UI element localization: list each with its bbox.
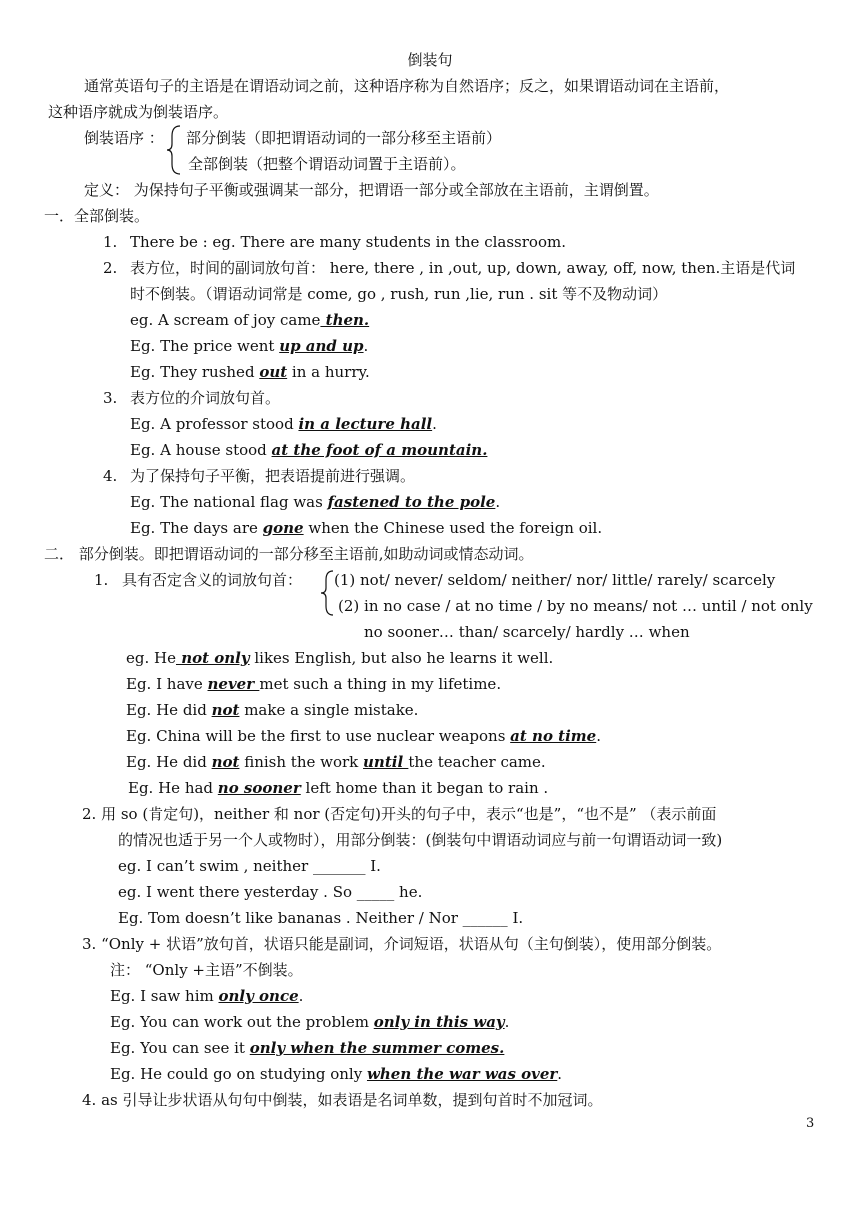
example-text: Eg. He could go on studying only — [110, 1065, 367, 1083]
option-1: (1) not/ never/ seldom/ neither/ nor/ little/ rarely/ scarcely — [334, 571, 776, 589]
definition: 定义： 为保持句子平衡或强调某一部分，把谓语一部分或全部放在主语前，主谓倒置。 — [84, 181, 659, 199]
emphasis: at the foot of a mountain. — [271, 441, 488, 459]
emphasis: out — [259, 363, 288, 381]
emphasis: not — [211, 701, 240, 719]
item-text-cont: 时不倒装。（谓语动词常是 come, go , rush, run ,lie, run . sit 等不及物动词） — [130, 285, 668, 303]
emphasis: up and up — [279, 337, 364, 355]
emphasis: at no time — [510, 727, 597, 745]
item-text: 表方位的介词放句首。 — [130, 389, 281, 407]
example-sentence — [126, 674, 501, 694]
example-text: Eg. He had — [128, 779, 218, 797]
example-sentence — [128, 778, 548, 798]
item-text: 3. “Only + 状语”放句首，状语只能是副词，介词短语，状语从句（主句倒装），使用部分倒装。 — [82, 935, 722, 953]
example-sentence — [130, 362, 370, 382]
order-label: 倒装语序 ： — [84, 129, 164, 147]
example-sentence — [130, 336, 368, 356]
example-text: left home than it began to rain . — [300, 779, 549, 797]
example-text: likes English, but also he learns it well. — [249, 649, 554, 667]
item-text: 表方位，时间的副词放句首： here, there , in ,out, up, down, away, off, now, then.主语是代词 — [130, 259, 796, 277]
example-sentence: eg. I went there yesterday . So _____ he. — [118, 883, 423, 901]
emphasis: never — [207, 675, 260, 693]
example-text: Eg. He did — [126, 753, 212, 771]
emphasis: then. — [320, 311, 370, 329]
example-text: when the Chinese used the foreign oil. — [303, 519, 603, 537]
note: 注： “Only +主语”不倒装。 — [110, 961, 303, 979]
item-number: 1. — [94, 571, 109, 589]
page-title: 倒装句 — [407, 51, 453, 69]
item-text: 4. as 引导让步状语从句句中倒装，如表语是名词单数，提到句首时不加冠词。 — [82, 1091, 603, 1109]
example-sentence — [126, 700, 418, 720]
example-sentence — [126, 648, 553, 668]
example-sentence: eg. I can’t swim , neither _______ I. — [118, 857, 381, 875]
example-sentence — [110, 1064, 562, 1084]
example-text: Eg. They rushed — [130, 363, 260, 381]
example-text: . — [596, 727, 601, 745]
section-1-heading: 一．全部倒装。 — [44, 207, 150, 225]
example-text: . — [504, 1013, 510, 1031]
example-text: Eg. He did — [126, 701, 212, 719]
item-number: 1. — [103, 233, 118, 251]
example-text: Eg. A professor stood — [130, 415, 299, 433]
example-text: met such a thing in my lifetime. — [259, 675, 502, 693]
item-text: 具有否定含义的词放句首： — [122, 571, 303, 589]
emphasis: gone — [262, 519, 304, 537]
item-number: 4. — [103, 467, 118, 485]
item-text: 为了保持句子平衡，把表语提前进行强调。 — [130, 467, 416, 485]
example-text: Eg. You can see it — [110, 1039, 250, 1057]
emphasis: when the war was over — [366, 1065, 558, 1083]
example-sentence — [110, 1038, 504, 1058]
example-text: Eg. The national flag was — [130, 493, 328, 511]
item-text-cont: 的情况也适于另一个人或物时），用部分倒装：(倒装句中谓语动词应与前一句谓语动词一致) — [118, 831, 723, 849]
item-text: There be : eg. There are many students in the classroom. — [130, 233, 566, 251]
example-text: Eg. The price went — [130, 337, 280, 355]
option-2: (2) in no case / at no time / by no means/ not … until / not only — [338, 597, 813, 615]
example-text: Eg. I have — [126, 675, 208, 693]
example-text: . — [557, 1065, 563, 1083]
example-text: eg. A scream of joy came — [130, 311, 321, 329]
example-text: Eg. You can work out the problem — [110, 1013, 374, 1031]
example-text: Eg. A house stood — [130, 441, 272, 459]
left-brace-icon — [166, 124, 184, 176]
emphasis: only in this way — [373, 1013, 505, 1031]
emphasis: not — [211, 753, 240, 771]
item-number: 2. — [103, 259, 118, 277]
example-sentence — [130, 492, 500, 512]
order-partial: 部分倒装（即把谓语动词的一部分移至主语前） — [186, 129, 502, 147]
example-text: finish the work — [239, 753, 364, 771]
example-text: the teacher came. — [408, 753, 546, 771]
emphasis: until — [363, 753, 409, 771]
emphasis: in a lecture hall — [298, 415, 433, 433]
intro-line-2: 这种语序就成为倒装语序。 — [48, 103, 229, 121]
example-sentence — [130, 414, 437, 434]
example-text: . — [432, 415, 437, 433]
emphasis: not only — [175, 649, 250, 667]
example-text: make a single mistake. — [239, 701, 419, 719]
example-sentence — [126, 752, 546, 772]
order-full: 全部倒装（把整个谓语动词置于主语前）。 — [188, 155, 466, 173]
example-text: in a hurry. — [287, 363, 370, 381]
example-sentence — [126, 726, 601, 746]
intro-line-1: 通常英语句子的主语是在谓语动词之前，这种语序称为自然语序；反之，如果谓语动词在主语前， — [84, 77, 730, 95]
example-text: Eg. China will be the first to use nuclear weapons — [126, 727, 511, 745]
example-text: eg. He — [126, 649, 176, 667]
section-2-heading: 二． 部分倒装。即把谓语动词的一部分移至主语前,如助动词或情态动词。 — [44, 545, 534, 563]
emphasis: fastened to the pole — [327, 493, 496, 511]
item-number: 3. — [103, 389, 118, 407]
example-text: Eg. The days are — [130, 519, 263, 537]
example-sentence — [130, 310, 369, 330]
emphasis: no sooner — [217, 779, 301, 797]
example-sentence — [130, 518, 602, 538]
emphasis: only once — [218, 987, 299, 1005]
example-text: Eg. I saw him — [110, 987, 219, 1005]
example-sentence — [110, 1012, 509, 1032]
item-text: 2. 用 so (肯定句)，neither 和 nor (否定句)开头的句子中，表示“也是”，“也不是” （表示前面 — [82, 805, 717, 823]
option-2-cont: no sooner… than/ scarcely/ hardly … when — [364, 623, 690, 641]
example-text: . — [495, 493, 501, 511]
page-number: 3 — [806, 1116, 815, 1131]
emphasis: only when the summer comes. — [249, 1039, 505, 1057]
example-text: . — [363, 337, 369, 355]
example-sentence: Eg. Tom doesn’t like bananas . Neither / Nor ______ I. — [118, 909, 524, 927]
example-sentence — [130, 440, 487, 460]
example-sentence — [110, 986, 303, 1006]
example-text: . — [298, 987, 304, 1005]
